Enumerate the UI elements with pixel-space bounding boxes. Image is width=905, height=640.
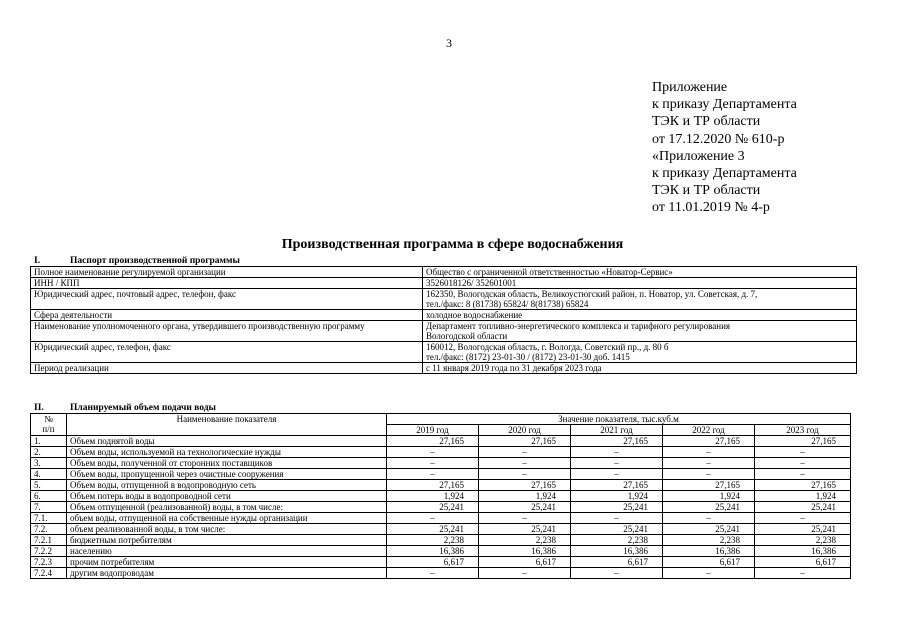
row-value: 27,165	[571, 480, 663, 491]
row-value: –	[663, 469, 755, 480]
row-number: 6.	[31, 491, 67, 502]
passport-row	[31, 321, 857, 342]
row-value: –	[479, 469, 571, 480]
row-value: –	[479, 513, 571, 524]
row-value: 16,386	[571, 546, 663, 557]
table-row	[31, 524, 851, 535]
table-row	[31, 535, 851, 546]
row-number: 7.2.2	[31, 546, 67, 557]
row-value: 27,165	[755, 480, 851, 491]
row-value: 25,241	[387, 502, 479, 513]
row-indicator-name: Объем поднятой воды	[67, 436, 387, 447]
row-value: –	[663, 568, 755, 579]
row-value: –	[755, 513, 851, 524]
row-value: 2,238	[755, 535, 851, 546]
passport-value-line: тел./факс: 8 (81738) 65824/ 8(81738) 65824	[426, 299, 589, 309]
row-indicator-name: другим водопроводам	[67, 568, 387, 579]
appendix-line: «Приложение 3	[652, 148, 745, 164]
table-row	[31, 458, 851, 469]
row-indicator-name: населению	[67, 546, 387, 557]
header-year: 2019 год	[387, 425, 479, 436]
passport-value-line: Общество с ограниченной ответственностью «Новатор-Сервис»	[426, 267, 673, 277]
passport-value	[423, 342, 857, 363]
row-value: 25,241	[571, 502, 663, 513]
passport-row	[31, 289, 857, 310]
row-indicator-name: объем реализованной воды, в том числе:	[67, 524, 387, 535]
row-value: 6,617	[571, 557, 663, 568]
row-value: 27,165	[479, 436, 571, 447]
row-indicator-name: объем воды, отпущенной на собственные нужды организации	[67, 513, 387, 524]
row-value: –	[755, 469, 851, 480]
passport-value-line: холодное водоснабжение	[426, 310, 523, 320]
passport-value-line: 3526018126/ 352601001	[426, 278, 517, 288]
row-value: 16,386	[663, 546, 755, 557]
row-value: –	[387, 513, 479, 524]
table-row	[31, 557, 851, 568]
table-row	[31, 480, 851, 491]
row-value: –	[663, 513, 755, 524]
row-value: 25,241	[479, 502, 571, 513]
table-header-row	[31, 414, 851, 425]
row-value: 27,165	[479, 480, 571, 491]
row-number: 7.1.	[31, 513, 67, 524]
row-number: 2.	[31, 447, 67, 458]
row-number: 3.	[31, 458, 67, 469]
row-value: –	[387, 458, 479, 469]
row-number: 7.2.1	[31, 535, 67, 546]
passport-value-line: 160012, Вологодская область, г. Вологда, Советский пр., д. 80 б	[426, 342, 669, 352]
section-heading-passport	[30, 256, 240, 266]
row-value: 25,241	[387, 524, 479, 535]
row-value: 2,238	[571, 535, 663, 546]
row-value: 16,386	[387, 546, 479, 557]
row-indicator-name: Объем воды, отпущенной в водопроводную сеть	[67, 480, 387, 491]
row-value: 27,165	[387, 480, 479, 491]
row-number: 7.2.	[31, 524, 67, 535]
passport-value	[423, 267, 857, 278]
passport-value-line: Департамент топливно-энергетического комплекса и тарифного регулирования	[426, 321, 731, 331]
table-row	[31, 546, 851, 557]
row-value: 27,165	[571, 436, 663, 447]
table-row	[31, 568, 851, 579]
row-value: 25,241	[755, 502, 851, 513]
row-value: 25,241	[571, 524, 663, 535]
row-number: 5.	[31, 480, 67, 491]
appendix-line: к приказу Департамента	[652, 166, 797, 182]
row-value: –	[387, 447, 479, 458]
row-value: –	[571, 513, 663, 524]
row-indicator-name: Объем воды, используемой на технологические нужды	[67, 447, 387, 458]
passport-value-line: тел./факс: (8172) 23-01-30 / (8172) 23-01-30 доб. 1415	[426, 352, 630, 362]
row-indicator-name: Объем потерь воды в водопроводной сети	[67, 491, 387, 502]
row-value: 25,241	[663, 502, 755, 513]
appendix-line: от 17.12.2020 № 610-р	[652, 131, 785, 147]
row-indicator-name: Объем отпущенной (реализованной) воды, в том числе:	[67, 502, 387, 513]
passport-value	[423, 289, 857, 310]
passport-value	[423, 321, 857, 342]
row-number: 7.2.4	[31, 568, 67, 579]
row-value: 6,617	[663, 557, 755, 568]
appendix-line: от 11.01.2019 № 4-р	[652, 200, 770, 216]
section-heading-volume	[30, 403, 216, 413]
row-value: 27,165	[387, 436, 479, 447]
row-value: 27,165	[663, 480, 755, 491]
row-value: 25,241	[663, 524, 755, 535]
page-number: 3	[446, 36, 452, 50]
table-row	[31, 513, 851, 524]
passport-row	[31, 363, 857, 374]
passport-label: ИНН / КПП	[31, 278, 423, 289]
row-value: –	[755, 568, 851, 579]
row-value: 6,617	[387, 557, 479, 568]
row-value: –	[571, 458, 663, 469]
passport-label: Сфера деятельности	[31, 310, 423, 321]
section-title: Планируемый объем подачи воды	[70, 403, 216, 413]
row-value: –	[755, 458, 851, 469]
header-number-line: п/п	[42, 424, 55, 434]
passport-value-line: с 11 января 2019 года по 31 декабря 2023 года	[426, 363, 602, 373]
row-value: –	[479, 447, 571, 458]
row-value: –	[571, 469, 663, 480]
row-indicator-name: бюджетным потребителям	[67, 535, 387, 546]
row-value: –	[387, 568, 479, 579]
row-value: 6,617	[479, 557, 571, 568]
row-value: –	[479, 568, 571, 579]
section-title: Паспорт производственной программы	[70, 256, 240, 266]
row-value: –	[387, 469, 479, 480]
row-number: 7.	[31, 502, 67, 513]
header-year: 2023 год	[755, 425, 851, 436]
passport-value	[423, 363, 857, 374]
row-number: 7.2.3	[31, 557, 67, 568]
row-value: –	[663, 458, 755, 469]
row-value: 1,924	[571, 491, 663, 502]
row-indicator-name: Объем воды, пропущенной через очистные сооружения	[67, 469, 387, 480]
passport-value-line: 162350, Вологодская область, Великоустюгский район, п. Новатор, ул. Советская, д. 7,	[426, 289, 758, 299]
row-value: 2,238	[663, 535, 755, 546]
appendix-line: ТЭК и ТР области	[652, 114, 761, 130]
table-row	[31, 502, 851, 513]
header-year: 2020 год	[479, 425, 571, 436]
row-value: 6,617	[755, 557, 851, 568]
header-year: 2022 год	[663, 425, 755, 436]
row-value: –	[479, 458, 571, 469]
passport-label: Наименование уполномоченного органа, утвердившего производственную программу	[31, 321, 423, 342]
row-indicator-name: прочим потребителям	[67, 557, 387, 568]
header-value: Значение показателя, тыс.куб.м	[387, 414, 851, 425]
passport-value-line: Вологодской области	[426, 331, 508, 341]
appendix-block	[652, 79, 797, 217]
passport-label: Юридический адрес, телефон, факс	[31, 342, 423, 363]
row-value: –	[571, 568, 663, 579]
row-value: 25,241	[755, 524, 851, 535]
row-value: 2,238	[479, 535, 571, 546]
appendix-line: ТЭК и ТР области	[652, 183, 761, 199]
row-value: 2,238	[387, 535, 479, 546]
passport-row	[31, 310, 857, 321]
table-row	[31, 469, 851, 480]
water-volume-table	[30, 413, 851, 579]
row-value: 1,924	[663, 491, 755, 502]
row-value: 27,165	[755, 436, 851, 447]
row-indicator-name: Объем воды, полученной от сторонних поставщиков	[67, 458, 387, 469]
row-value: 1,924	[755, 491, 851, 502]
passport-value	[423, 278, 857, 289]
row-number: 4.	[31, 469, 67, 480]
row-value: 27,165	[663, 436, 755, 447]
row-value: 16,386	[755, 546, 851, 557]
section-number: II.	[34, 403, 44, 413]
row-value: 1,924	[387, 491, 479, 502]
passport-value	[423, 310, 857, 321]
row-number: 1.	[31, 436, 67, 447]
passport-row	[31, 267, 857, 278]
header-number-line: №	[44, 414, 53, 424]
table-row	[31, 447, 851, 458]
document-title: Производственная программа в сфере водоснабжения	[281, 237, 624, 252]
section-number: I.	[34, 256, 41, 266]
passport-table	[30, 266, 857, 374]
header-indicator-name: Наименование показателя	[67, 414, 387, 436]
appendix-line: Приложение	[652, 80, 728, 95]
appendix-line: к приказу Департамента	[652, 97, 797, 113]
table-row	[31, 491, 851, 502]
row-value: 1,924	[479, 491, 571, 502]
passport-row	[31, 278, 857, 289]
row-value: –	[755, 447, 851, 458]
header-number	[31, 414, 67, 436]
passport-row	[31, 342, 857, 363]
header-year: 2021 год	[571, 425, 663, 436]
row-value: –	[663, 447, 755, 458]
passport-label: Период реализации	[31, 363, 423, 374]
row-value: –	[571, 447, 663, 458]
passport-label: Полное наименование регулируемой организации	[31, 267, 423, 278]
row-value: 25,241	[479, 524, 571, 535]
row-value: 16,386	[479, 546, 571, 557]
table-row	[31, 436, 851, 447]
passport-label: Юридический адрес, почтовый адрес, телефон, факс	[31, 289, 423, 310]
